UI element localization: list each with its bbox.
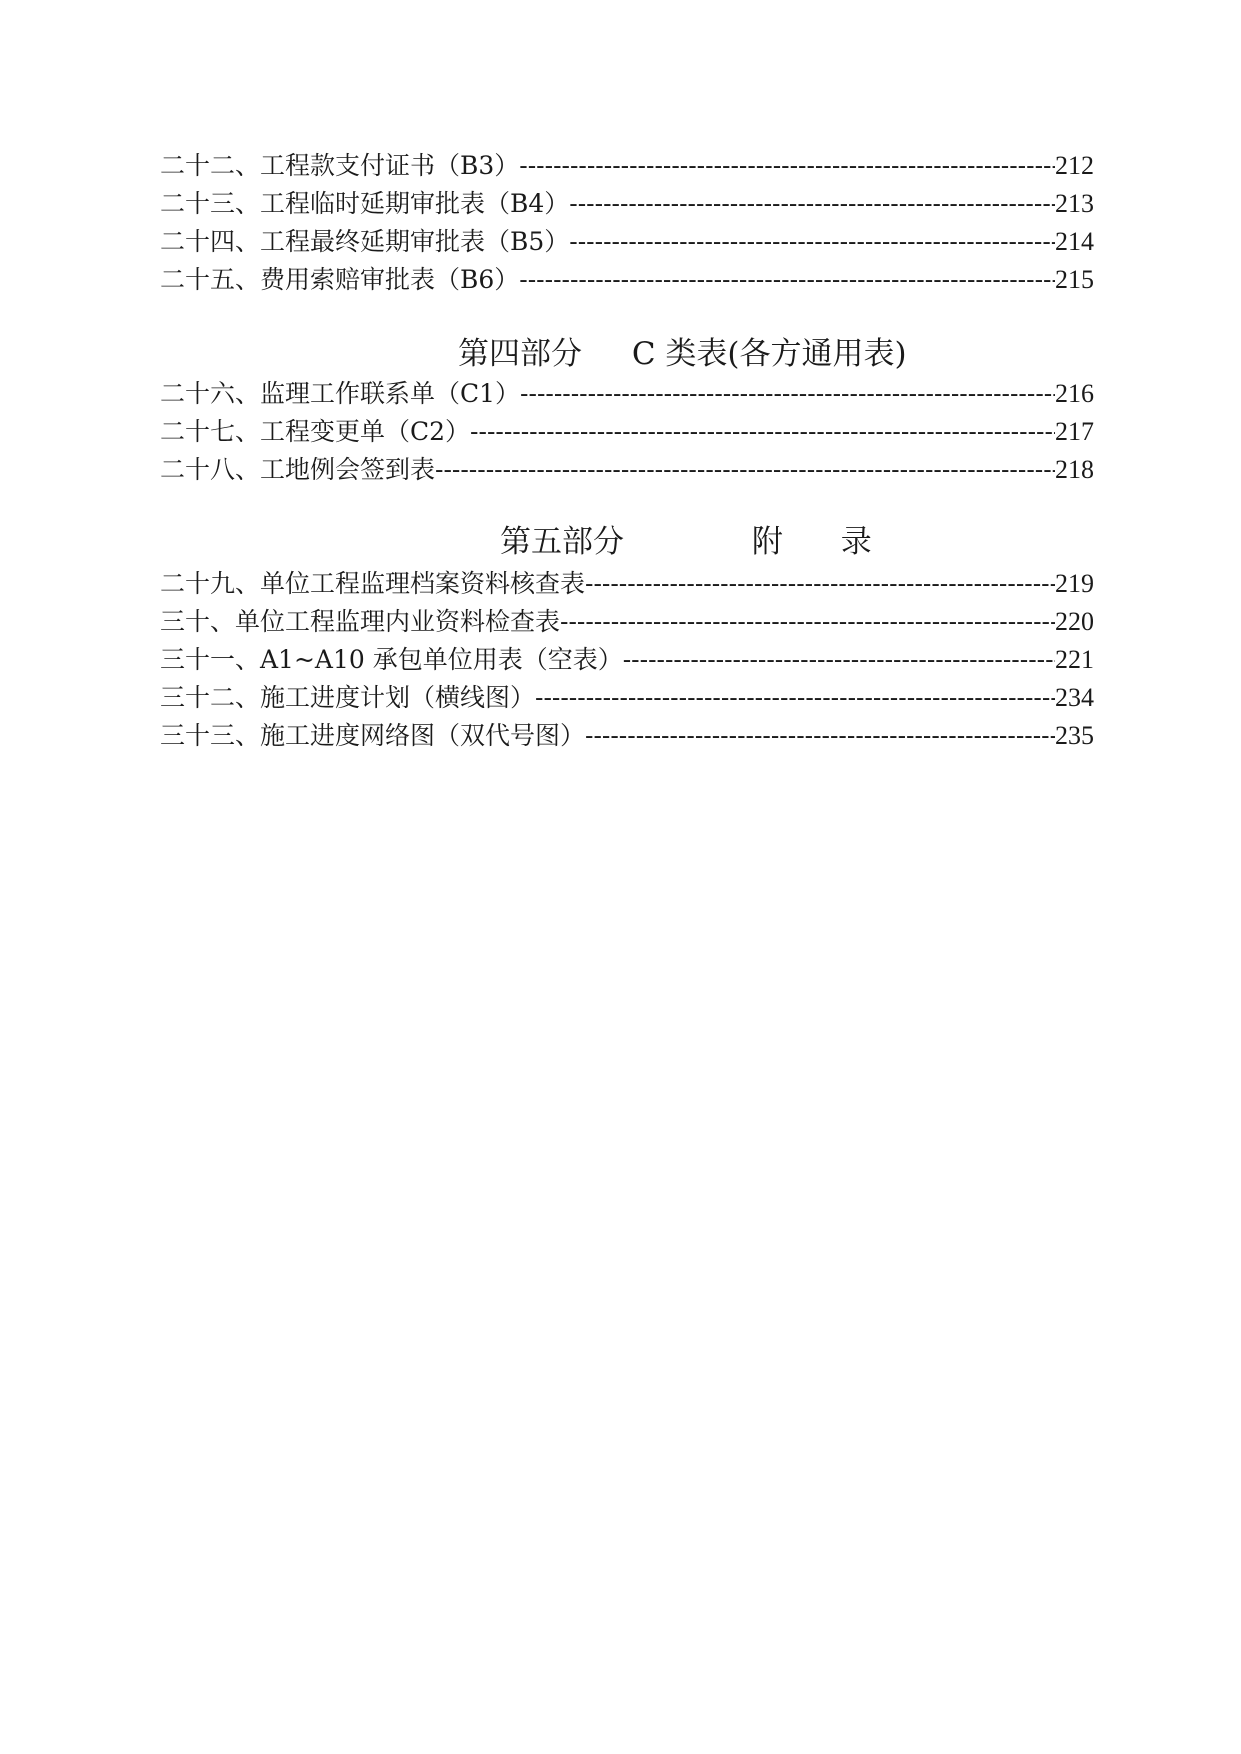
toc-entry-page: 212 xyxy=(1055,151,1094,180)
toc-entry-title: 三十一、A1~A10 承包单位用表（空表） xyxy=(160,645,623,674)
toc-entry-title: 二十五、费用索赔审批表（B6） xyxy=(160,265,520,294)
toc-leader-dashes xyxy=(569,223,1055,261)
toc-entry[interactable] xyxy=(160,641,1094,679)
toc-entry-title: 二十七、工程变更单（C2） xyxy=(160,417,471,446)
toc-leader-dashes xyxy=(470,413,1055,451)
toc-entry[interactable] xyxy=(160,565,1094,603)
toc-entry-page: 220 xyxy=(1055,607,1094,636)
toc-entry[interactable] xyxy=(160,185,1094,223)
toc-entry-title: 二十四、工程最终延期审批表（B5） xyxy=(160,227,570,256)
section-part-name-second: 录 xyxy=(840,524,872,560)
toc-entry-page: 213 xyxy=(1055,189,1094,218)
toc-group-c-forms xyxy=(160,375,1094,489)
toc-entry-title: 二十六、监理工作联系单（C1） xyxy=(160,379,521,408)
toc-entry[interactable] xyxy=(160,451,1094,489)
toc-entry-page: 215 xyxy=(1055,265,1094,294)
toc-entry-page: 214 xyxy=(1055,227,1094,256)
toc-entry[interactable] xyxy=(160,223,1094,261)
section-heading-part-four xyxy=(458,330,907,378)
section-part-number: 第五部分 xyxy=(500,524,624,560)
toc-entry-title: 三十二、施工进度计划（横线图） xyxy=(160,683,536,712)
toc-entry[interactable] xyxy=(160,603,1094,641)
toc-entry-title: 二十八、工地例会签到表 xyxy=(160,455,436,484)
toc-entry-title: 二十九、单位工程监理档案资料核查表 xyxy=(160,569,586,598)
toc-leader-dashes xyxy=(519,147,1055,185)
toc-leader-dashes xyxy=(535,679,1055,717)
toc-entry-title: 三十、单位工程监理内业资料检查表 xyxy=(160,607,561,636)
toc-group-b-forms xyxy=(160,147,1094,299)
toc-entry[interactable] xyxy=(160,679,1094,717)
toc-entry-title: 二十三、工程临时延期审批表（B4） xyxy=(160,189,570,218)
section-part-name-first: 附 xyxy=(751,524,783,560)
toc-leader-dashes xyxy=(560,603,1055,641)
toc-entry-page: 235 xyxy=(1055,721,1094,750)
toc-entry[interactable] xyxy=(160,717,1094,755)
toc-entry-title: 二十二、工程款支付证书（B3） xyxy=(160,151,520,180)
toc-leader-dashes xyxy=(519,261,1055,299)
toc-entry[interactable] xyxy=(160,147,1094,185)
section-heading-part-five xyxy=(500,518,872,566)
toc-entry[interactable] xyxy=(160,375,1094,413)
section-part-name: C 类表(各方通用表) xyxy=(631,336,907,372)
toc-entry-page: 221 xyxy=(1055,645,1094,674)
toc-entry-page: 218 xyxy=(1055,455,1094,484)
toc-entry[interactable] xyxy=(160,413,1094,451)
toc-entry-title: 三十三、施工进度网络图（双代号图） xyxy=(160,721,586,750)
toc-leader-dashes xyxy=(435,451,1055,489)
toc-leader-dashes xyxy=(569,185,1055,223)
toc-leader-dashes xyxy=(585,717,1055,755)
toc-entry[interactable] xyxy=(160,261,1094,299)
section-part-number: 第四部分 xyxy=(458,336,582,372)
toc-entry-page: 216 xyxy=(1055,379,1094,408)
toc-entry-page: 219 xyxy=(1055,569,1094,598)
toc-leader-dashes xyxy=(520,375,1055,413)
toc-group-appendix xyxy=(160,565,1094,755)
toc-entry-page: 217 xyxy=(1055,417,1094,446)
toc-leader-dashes xyxy=(585,565,1055,603)
toc-entry-page: 234 xyxy=(1055,683,1094,712)
toc-leader-dashes xyxy=(623,641,1055,679)
